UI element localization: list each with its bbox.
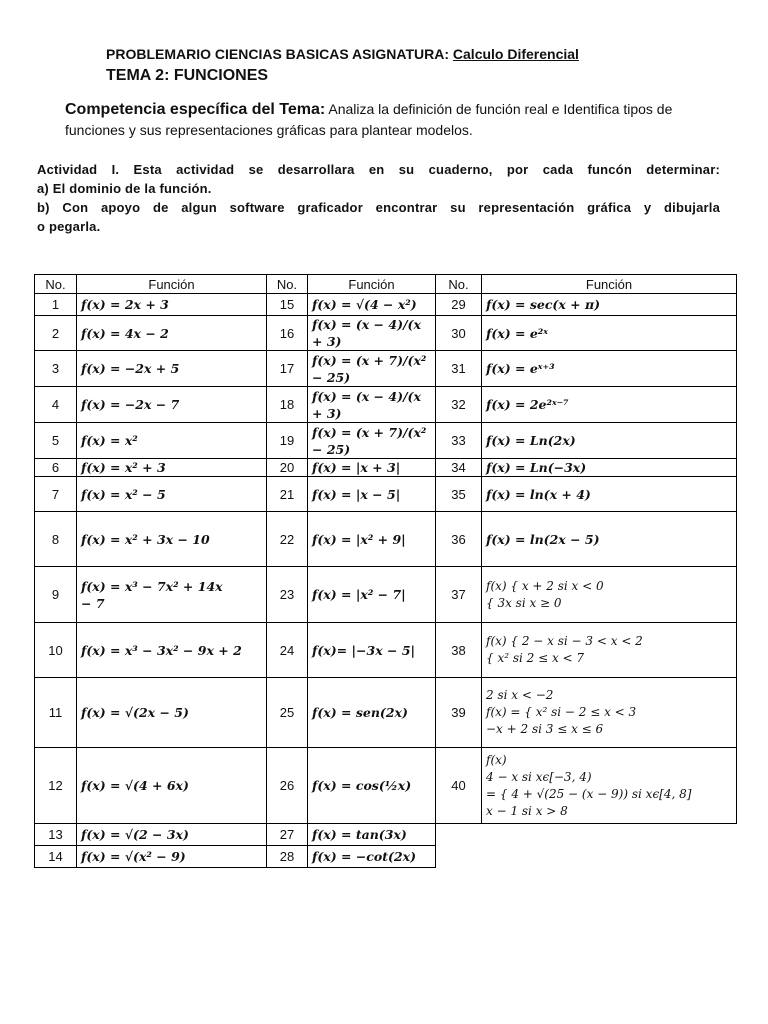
function-expression: f(x) { x + 2 si x < 0 { 3x si x ≥ 0 [482,567,737,623]
exercise-number: 12 [35,748,77,824]
exercise-number: 29 [436,294,482,316]
header-funcion-2: Función [308,275,436,294]
exercise-number: 36 [436,512,482,567]
table-row [35,351,737,387]
exercise-number: 5 [35,423,77,459]
document-header [106,46,579,62]
activity-line-1: Actividad I. Esta actividad se desarrollara en su cuaderno, por cada funcón determinar: [37,162,720,177]
header-no-3: No. [436,275,482,294]
function-expression: f(x) = x² − 5 [77,477,267,512]
exercise-number: 26 [267,748,308,824]
function-expression: f(x) = |x − 5| [308,477,436,512]
exercise-number: 21 [267,477,308,512]
function-expression: f(x) = √(4 − x²) [308,294,436,316]
exercise-number: 10 [35,623,77,678]
header-prefix: PROBLEMARIO CIENCIAS BASICAS ASIGNATURA: [106,46,453,62]
table-row [35,423,737,459]
exercise-number: 15 [267,294,308,316]
function-expression: f(x) = |x + 3| [308,459,436,477]
function-expression: f(x) = x² + 3x − 10 [77,512,267,567]
function-expression: f(x) = (x + 7)/(x² − 25) [308,423,436,459]
exercise-number: 39 [436,678,482,748]
topic-title: TEMA 2: FUNCIONES [106,67,269,84]
header-funcion-3: Función [482,275,737,294]
function-expression: f(x) = √(2x − 5) [77,678,267,748]
function-expression: f(x) = −2x + 5 [77,351,267,387]
activity-line-3: b) Con apoyo de algun software graficador encontrar su representación gráfica y dibujarla [37,200,720,215]
function-expression: f(x) = √(4 + 6x) [77,748,267,824]
table-row [35,294,737,316]
exercise-number: 3 [35,351,77,387]
exercise-number: 8 [35,512,77,567]
table-header-row [35,275,737,294]
table-row [35,316,737,351]
exercise-number: 40 [436,748,482,824]
exercise-number: 35 [436,477,482,512]
exercise-number [436,824,482,846]
function-expression: f(x) = eˣ⁺³ [482,351,737,387]
exercise-number [436,846,482,868]
function-expression: f(x) 4 − x si xϵ[−3, 4) = { 4 + √(25 − (x − 9)) si xϵ[4, 8] x − 1 si x > 8 [482,748,737,824]
exercise-number: 31 [436,351,482,387]
exercise-number: 23 [267,567,308,623]
function-expression: f(x) = 4x − 2 [77,316,267,351]
exercise-number: 34 [436,459,482,477]
function-expression: f(x) = |x² − 7| [308,567,436,623]
function-expression [482,824,737,846]
exercise-number: 17 [267,351,308,387]
exercise-number: 16 [267,316,308,351]
function-expression: f(x) = √(2 − 3x) [77,824,267,846]
function-expression: f(x) = √(x² − 9) [77,846,267,868]
header-no-1: No. [35,275,77,294]
function-expression: f(x) = sen(2x) [308,678,436,748]
function-expression: f(x) = (x − 4)/(x + 3) [308,316,436,351]
table-row [35,512,737,567]
exercise-number: 9 [35,567,77,623]
functions-table [34,274,737,868]
exercise-number: 37 [436,567,482,623]
function-expression: f(x) = x² [77,423,267,459]
table-row [35,387,737,423]
function-expression: 2 si x < −2 f(x) = { x² si − 2 ≤ x < 3 −x + 2 si 3 ≤ x ≤ 6 [482,678,737,748]
exercise-number: 6 [35,459,77,477]
exercise-number: 4 [35,387,77,423]
exercise-number: 13 [35,824,77,846]
function-expression: f(x) = ln(2x − 5) [482,512,737,567]
table-row [35,824,737,846]
function-expression: f(x) = x² + 3 [77,459,267,477]
function-expression: f(x) { 2 − x si − 3 < x < 2 { x² si 2 ≤ x < 7 [482,623,737,678]
exercise-number: 33 [436,423,482,459]
exercise-number: 11 [35,678,77,748]
function-expression: f(x) = sec(x + π) [482,294,737,316]
function-expression: f(x) = tan(3x) [308,824,436,846]
table-row [35,567,737,623]
function-expression: f(x) = (x − 4)/(x + 3) [308,387,436,423]
exercise-number: 22 [267,512,308,567]
function-expression: f(x) = −2x − 7 [77,387,267,423]
exercise-number: 2 [35,316,77,351]
function-expression: f(x) = −cot(2x) [308,846,436,868]
exercise-number: 38 [436,623,482,678]
table-row [35,623,737,678]
exercise-number: 18 [267,387,308,423]
exercise-number: 27 [267,824,308,846]
function-expression: f(x) = cos(½x) [308,748,436,824]
header-funcion-1: Función [77,275,267,294]
function-expression: f(x) = x³ − 3x² − 9x + 2 [77,623,267,678]
function-expression: f(x) = Ln(2x) [482,423,737,459]
competencia-paragraph [65,99,725,141]
exercise-number: 7 [35,477,77,512]
exercise-number: 24 [267,623,308,678]
function-expression: f(x)= |−3x − 5| [308,623,436,678]
table-row [35,459,737,477]
header-no-2: No. [267,275,308,294]
function-expression: f(x) = ln(x + 4) [482,477,737,512]
exercise-number: 14 [35,846,77,868]
exercise-number: 32 [436,387,482,423]
function-expression: f(x) = 2x + 3 [77,294,267,316]
table-row [35,477,737,512]
exercise-number: 30 [436,316,482,351]
exercise-number: 1 [35,294,77,316]
function-expression: f(x) = |x² + 9| [308,512,436,567]
function-expression: f(x) = e²ˣ [482,316,737,351]
function-expression: f(x) = (x + 7)/(x² − 25) [308,351,436,387]
activity-line-4: o pegarla. [37,219,101,234]
subject-name: Calculo Diferencial [452,46,579,62]
function-expression: f(x) = 2e²ˣ⁻⁷ [482,387,737,423]
table-row [35,846,737,868]
activity-line-2: a) El dominio de la función. [37,181,212,196]
function-expression: f(x) = x³ − 7x² + 14x − 7 [77,567,267,623]
exercise-number: 25 [267,678,308,748]
function-expression: f(x) = Ln(−3x) [482,459,737,477]
exercise-number: 19 [267,423,308,459]
activity-instructions [37,160,720,236]
table-row [35,678,737,748]
exercise-number: 28 [267,846,308,868]
competencia-label: Competencia específica del Tema: [65,101,326,118]
competencia-text: Analiza la definición de función real e Identifica tipos de funciones y sus representaciones gráficas para plantear modelos. [65,101,673,138]
function-expression [482,846,737,868]
table-row [35,748,737,824]
exercise-number: 20 [267,459,308,477]
